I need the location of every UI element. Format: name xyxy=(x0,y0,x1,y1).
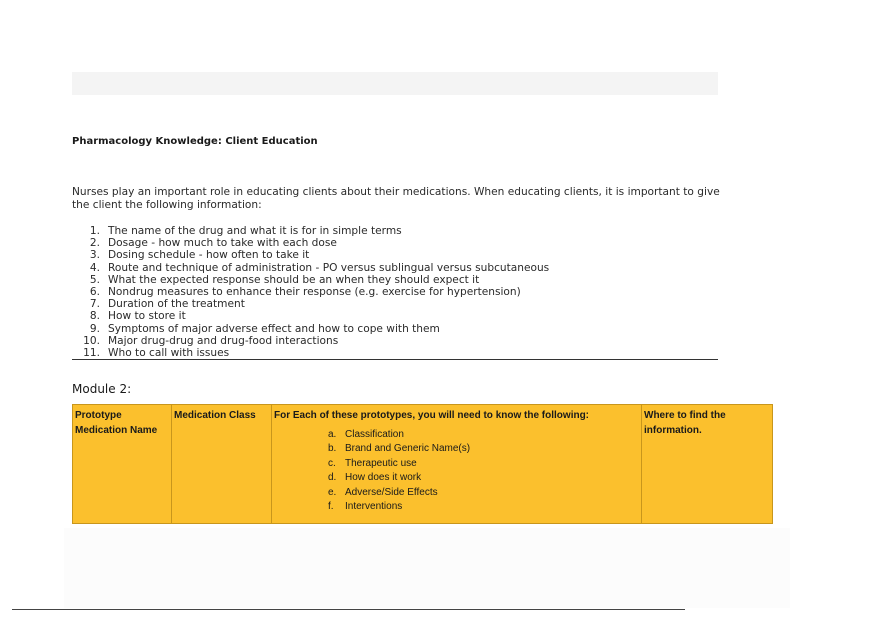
module-label: Module 2: xyxy=(72,382,132,396)
prototype-name-header: Prototype Medication Name xyxy=(75,410,158,436)
header-band xyxy=(72,72,718,95)
education-info-list xyxy=(72,225,718,360)
list-item: 8. How to store it xyxy=(89,310,186,323)
requirements-list xyxy=(274,428,639,514)
requirements-header: For Each of these prototypes, you will need to know the following: xyxy=(274,410,590,421)
table-row xyxy=(73,405,773,524)
bottom-divider xyxy=(12,609,685,610)
list-item: c. Therapeutic use xyxy=(328,457,417,469)
intro-paragraph: Nurses play an important role in educating clients about their medications. When educating clients, it is important to give the client the following information: xyxy=(72,186,720,211)
list-item: b. Brand and Generic Name(s) xyxy=(328,443,471,455)
blank-area xyxy=(64,528,790,608)
list-item: 3. Dosing schedule - how often to take it xyxy=(89,249,310,262)
list-item: 5. What the expected response should be an when they should expect it xyxy=(89,273,480,286)
medication-class-cell xyxy=(172,405,272,524)
list-item: 7. Duration of the treatment xyxy=(89,298,245,311)
list-item: 11. Who to call with issues xyxy=(83,347,230,360)
list-item: d. How does it work xyxy=(328,472,422,484)
page-title: Pharmacology Knowledge: Client Education xyxy=(72,136,318,147)
info-source-header: Where to find the information. xyxy=(644,410,726,436)
requirements-cell xyxy=(272,405,642,524)
list-item: e. Adverse/Side Effects xyxy=(328,486,438,498)
list-item: 4. Route and technique of administration - PO versus sublingual versus subcutaneous xyxy=(89,261,550,274)
list-item: a. Classification xyxy=(328,429,404,440)
list-item: f. Interventions xyxy=(328,501,403,513)
prototype-table xyxy=(72,404,773,524)
list-item: 2. Dosage - how much to take with each dose xyxy=(89,237,337,250)
list-item: 6. Nondrug measures to enhance their response (e.g. exercise for hypertension) xyxy=(89,286,521,299)
info-source-cell xyxy=(642,405,773,524)
prototype-name-cell xyxy=(73,405,172,524)
medication-class-header: Medication Class xyxy=(174,410,256,421)
list-item: 1. The name of the drug and what it is for in simple terms xyxy=(89,225,402,237)
list-item: 9. Symptoms of major adverse effect and how to cope with them xyxy=(89,322,440,335)
list-item: 10. Major drug-drug and drug-food interactions xyxy=(83,334,339,347)
